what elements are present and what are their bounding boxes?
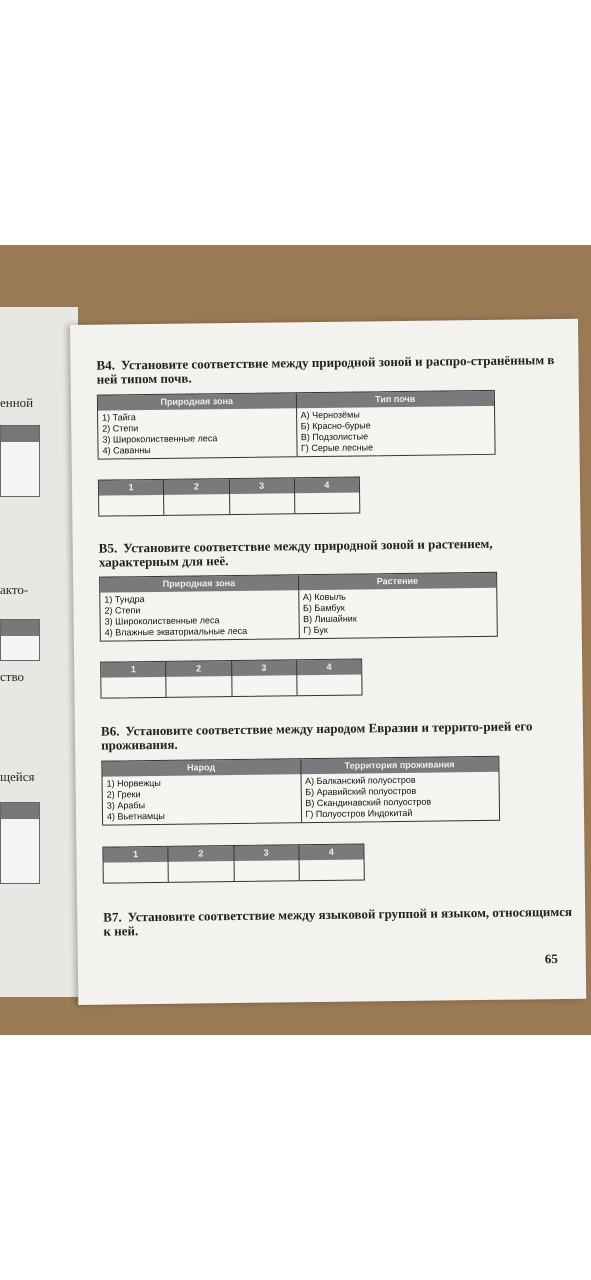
right-page — [70, 319, 586, 1005]
column-header: Растение — [376, 575, 419, 587]
task-code: В4. — [96, 357, 116, 373]
column-header: Тип почв — [375, 393, 416, 405]
task-b4 — [96, 353, 566, 387]
answer-header-cell: 3 — [229, 478, 294, 494]
answer-header-cell: 4 — [328, 846, 334, 857]
list-item: 3) Широколиственные леса — [104, 615, 220, 627]
column-header: Природная зона — [98, 393, 297, 410]
left-page-fragment: ство — [0, 669, 25, 684]
list-item: В) Лишайник — [303, 613, 357, 625]
answer-header-cell: 1 — [103, 847, 168, 863]
answer-header-cell: 2 — [166, 661, 231, 677]
answer-cell[interactable] — [164, 494, 229, 515]
answer-cell[interactable] — [167, 676, 232, 697]
list-item: 1) Тундра — [104, 594, 145, 605]
list-item: 2) Греки — [106, 789, 141, 800]
task-b6 — [101, 719, 571, 753]
answer-header-cell: 4 — [324, 479, 330, 490]
answer-header-cell: 3 — [234, 845, 299, 861]
answer-cell[interactable] — [99, 495, 164, 516]
answer-cell[interactable] — [234, 860, 299, 881]
answer-table-b5 — [100, 658, 362, 698]
answer-cell[interactable] — [299, 859, 363, 880]
list-item: 2) Степи — [102, 423, 139, 434]
list-item: 1) Норвежцы — [106, 777, 161, 789]
answer-cell[interactable] — [169, 861, 234, 882]
list-item: Б) Красно-бурые — [300, 420, 371, 432]
answer-cell[interactable] — [104, 862, 169, 883]
answer-header-cell: 1 — [99, 480, 164, 496]
task-text: Установите соответствие между народом Евразии и террито-рией его проживания. — [101, 718, 533, 753]
list-item: Б) Аравийский полуостров — [305, 785, 417, 798]
list-item: В) Скандинавский полуостров — [305, 796, 432, 809]
task-code: В7. — [103, 909, 122, 925]
answer-cell[interactable] — [232, 675, 297, 696]
book-photo — [0, 245, 591, 1035]
matching-table-b5 — [99, 572, 498, 642]
matching-table-b6 — [101, 756, 500, 826]
left-page-table — [0, 425, 40, 497]
left-page — [0, 307, 78, 997]
task-text: Установите соответствие между природной зоной и распро-странённым в ней типом почв. — [96, 352, 555, 387]
task-code: В5. — [98, 540, 118, 556]
matching-table-b4 — [97, 390, 496, 460]
list-item: 3) Широколиственные леса — [102, 433, 218, 445]
list-item: А) Чернозёмы — [300, 409, 360, 421]
list-item: 3) Арабы — [106, 800, 146, 811]
left-page-fragment: щейся — [0, 769, 35, 784]
task-code: В6. — [100, 723, 120, 739]
answer-header-cell: 2 — [169, 846, 234, 862]
left-page-fragment: акто- — [0, 582, 29, 597]
list-item: Г) Бук — [303, 624, 328, 636]
task-b7 — [103, 905, 573, 939]
column-header: Территория проживания — [344, 759, 455, 771]
task-b5 — [99, 536, 569, 570]
answer-cell[interactable] — [295, 492, 359, 513]
answer-table-b6 — [102, 843, 364, 883]
left-page-table — [0, 619, 40, 661]
list-item: В) Подзолистые — [300, 431, 369, 443]
list-item: 2) Степи — [104, 605, 141, 616]
answer-cell[interactable] — [297, 674, 361, 695]
answer-table-b4 — [98, 476, 360, 516]
left-page-table — [0, 802, 40, 884]
answer-header-cell: 2 — [164, 479, 229, 495]
list-item: А) Ковыль — [302, 591, 346, 603]
column-header: Народ — [102, 759, 301, 776]
answer-header-cell: 1 — [101, 662, 166, 678]
list-item: Г) Серые лесные — [300, 442, 374, 454]
answer-cell[interactable] — [101, 677, 166, 698]
list-item: 4) Саванны — [102, 445, 151, 456]
list-item: 4) Влажные экваториальные леса — [104, 625, 248, 638]
page-number: 65 — [544, 951, 558, 967]
list-item: Г) Полуостров Индокитай — [305, 807, 413, 820]
task-text: Установите соответствие между природной зоной и растением, характерным для неё. — [98, 535, 493, 570]
left-page-fragment: енной — [0, 395, 34, 410]
list-item: 4) Вьетнамцы — [106, 810, 165, 822]
column-header: Природная зона — [100, 575, 299, 592]
list-item: 1) Тайга — [102, 412, 136, 423]
list-item: А) Балканский полуостров — [305, 774, 416, 787]
task-text: Установите соответствие между языковой группой и языком, относящимся к ней. — [103, 903, 573, 939]
list-item: Б) Бамбук — [302, 602, 345, 614]
answer-cell[interactable] — [230, 493, 295, 514]
answer-header-cell: 4 — [326, 661, 332, 672]
answer-header-cell: 3 — [232, 660, 297, 676]
